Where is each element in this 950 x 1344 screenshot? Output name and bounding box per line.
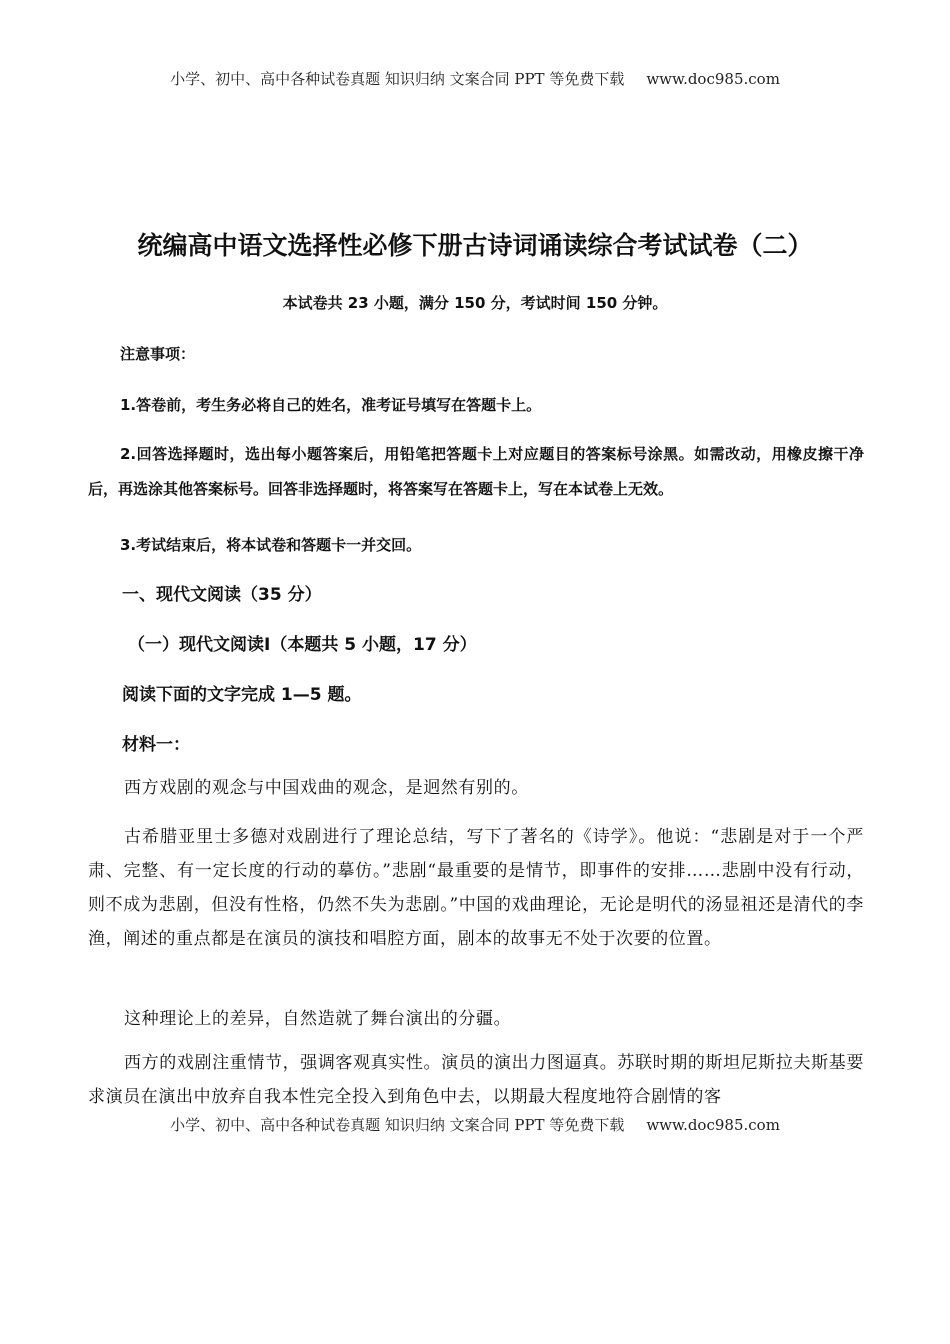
material-paragraph-1: 西方戏剧的观念与中国戏曲的观念，是迥然有别的。 [124,778,529,798]
material-label: 材料一： [122,735,190,755]
footer-site-link[interactable]: www.doc985.com [646,1116,780,1134]
notice-item-3: 3.考试结束后，将本试卷和答题卡一并交回。 [120,536,422,554]
header-promo-text: 小学、初中、高中各种试卷真题 知识归纳 文案合同 PPT 等免费下载 [170,70,625,88]
header-site-link[interactable]: www.doc985.com [646,70,780,88]
material-paragraph-3: 这种理论上的差异，自然造就了舞台演出的分疆。 [124,1009,512,1029]
page-footer [0,1114,950,1135]
section-heading: 一、现代文阅读（35 分） [122,585,322,605]
notice-heading: 注意事项： [120,345,196,363]
page-header [0,68,950,89]
notice-item-2: 2.回答选择题时，选出每小题答案后，用铅笔把答题卡上对应题目的答案标号涂黑。如需改动，用橡皮擦干净后，再选涂其他答案标号。回答非选择题时，将答案写在答题卡上，写在本试卷上无效。 [88,445,864,498]
exam-subtitle: 本试卷共 23 小题，满分 150 分，考试时间 150 分钟。 [282,294,668,312]
exam-title: 统编高中语文选择性必修下册古诗词诵读综合考试试卷（二） [137,231,813,260]
notice-item-1: 1.答卷前，考生务必将自己的姓名，准考证号填写在答题卡上。 [120,396,542,414]
subsection-heading: （一）现代文阅读Ⅰ（本题共 5 小题，17 分） [128,635,477,655]
material-paragraph-2: 古希腊亚里士多德对戏剧进行了理论总结，写下了著名的《诗学》。他说：“悲剧是对于一个严肃、完整、有一定长度的行动的摹仿。”悲剧“最重要的是情节，即事件的安排……悲剧中没有行动，则不成为悲剧，但没有性格，仍然不失为悲剧。”中国的戏曲理论，无论是明代的汤显祖还是清代的李渔，阐述的重点都是在演员的演技和唱腔方面，剧本的故事无不处于次要的位置。 [88,827,864,949]
footer-promo-text: 小学、初中、高中各种试卷真题 知识归纳 文案合同 PPT 等免费下载 [170,1116,625,1134]
material-paragraph-4: 西方的戏剧注重情节，强调客观真实性。演员的演出力图逼真。苏联时期的斯坦尼斯拉夫斯基要求演员在演出中放弃自我本性完全投入到角色中去，以期最大程度地符合剧情的客 [88,1053,864,1107]
reading-instruction: 阅读下面的文字完成 1—5 题。 [122,685,362,705]
